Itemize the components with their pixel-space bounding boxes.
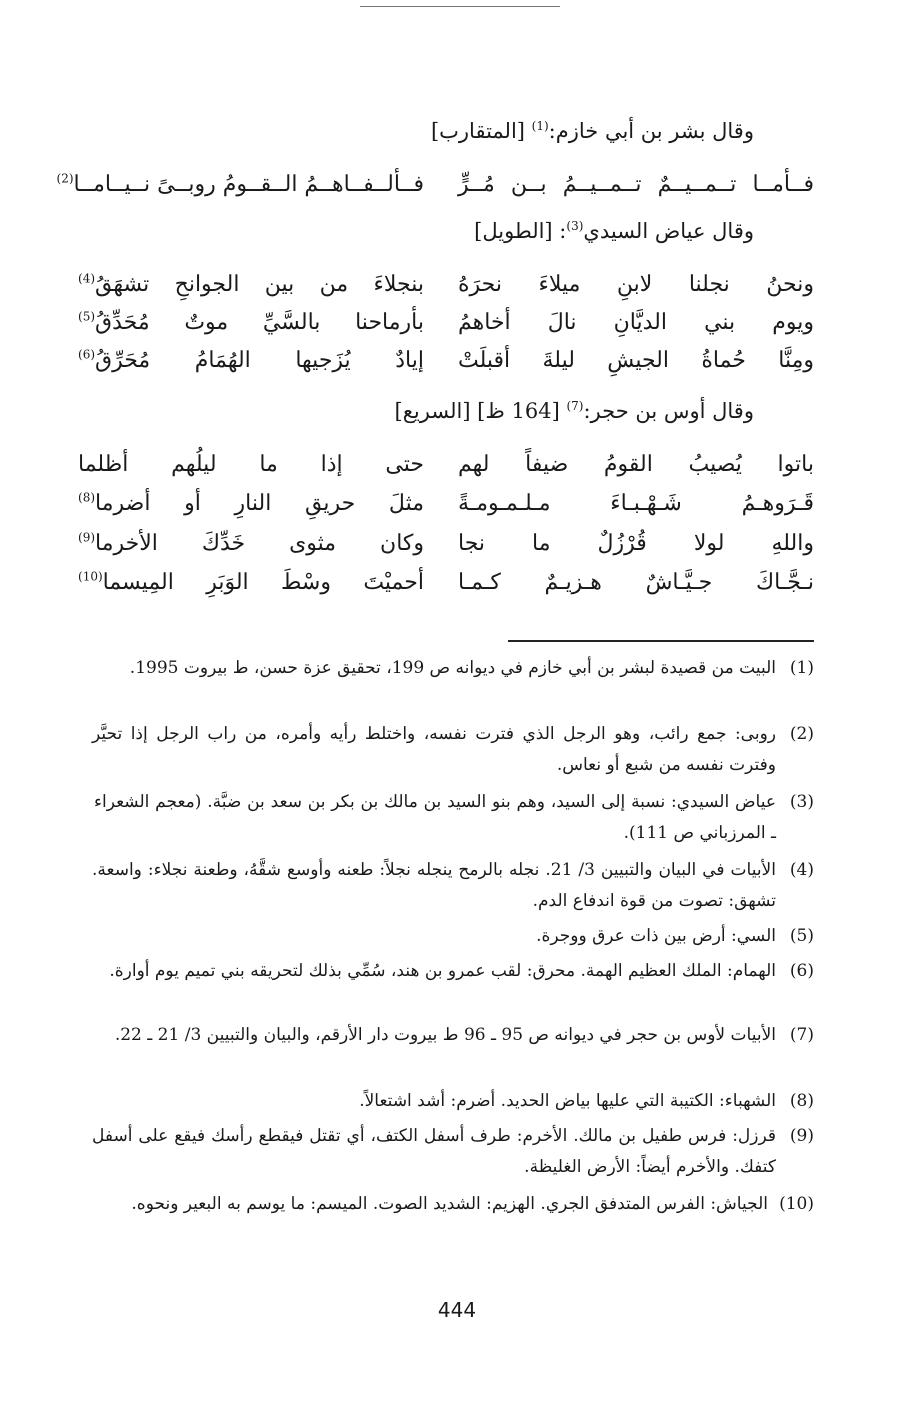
hemistich-first: ويوم بني الديَّانِ نالَ أخاهمُ (458, 310, 814, 335)
meter-label: [164 ظ] [السريع] (394, 399, 560, 423)
footnote-ref[interactable]: (2) (56, 171, 74, 186)
verse-line (78, 566, 814, 600)
footnote-ref[interactable]: (6) (78, 347, 96, 362)
intro-text: وقال بشر بن أبي خازم: (548, 119, 754, 143)
intro-text: وقال أوس بن حجر: (583, 399, 754, 423)
top-rule (360, 6, 560, 7)
footnote-ref[interactable]: (5) (78, 309, 96, 324)
footnote-text: الهمام: الملك العظيم الهمة. محرق: لقب عمرو بن هند، سُمِّي بذلك لتحريقه بني تميم يوم أوارة. (109, 961, 776, 981)
footnote-ref[interactable]: (9) (78, 530, 96, 545)
footnote-ref[interactable]: (8) (78, 490, 96, 505)
intro-text: وقال عياض السيدي (583, 219, 754, 243)
footnote-text: الأبيات لأوس بن حجر في ديوانه ص 95 ـ 96 ط بيروت دار الأرقم، والبيان والتبيين 3/ 21 ـ 22. (114, 1025, 776, 1045)
footnote-text: الشهباء: الكتيبة التي عليها بياض الحديد. أضرم: أشد اشتعالاً. (359, 1091, 776, 1111)
footnote-number: (7) (789, 1025, 814, 1045)
footnote-ref[interactable]: (7) (566, 399, 584, 413)
footnote-item (92, 1086, 814, 1117)
footnote-number: (9) (789, 1126, 814, 1146)
poem-intro (431, 116, 754, 146)
footnote-text: الأبيات في البيان والتبيين 3/ 21. نجله بالرمح ينجله نجلاً: طعنه وأوسع شقَّهُ، وطعنة نجلاء: واسعة. تشهق: تصوت من قوة اندفاع الدم. (92, 860, 776, 911)
footnote-item (92, 719, 814, 781)
verse-line (78, 487, 814, 521)
hemistich-second: مثلَ حريقِ النارِ أو أضرما$^{(8)}$ (78, 490, 424, 516)
footnote-item (92, 1121, 814, 1183)
verse-line (56, 168, 814, 202)
footnote-number: (5) (789, 926, 814, 946)
footnote-item (92, 1020, 814, 1051)
hemistich-first: ونحنُ نجلنا لابنِ ميلاءَ نحرَهُ (458, 272, 814, 297)
footnote-item (92, 855, 814, 917)
hemistich-second: إيادٌ يُزَجيها الهُمَامُ مُحَرِّقُ$^{(6)}$ (78, 347, 424, 373)
footnote-number: (2) (789, 724, 814, 744)
hemistich-first: باتوا يُصيبُ القومُ ضيفاً لهم (458, 452, 814, 477)
hemistich-first: نـجَّـاكَ جـيَّـاشٌ هـزيـمٌ كـمـا (458, 570, 814, 595)
footnote-number: (3) (789, 792, 814, 812)
footnote-ref[interactable]: (10) (78, 569, 103, 584)
footnote-number: (1) (789, 658, 814, 678)
verse-line (78, 306, 814, 340)
footnote-number: (6) (789, 961, 814, 981)
hemistich-first: قَـرَوهـمُ شَـهْـبـاءَ مـلـمـومـةً (458, 491, 814, 516)
footnote-item (92, 921, 814, 952)
verse-line (78, 344, 814, 378)
hemistich-second: أحميْتَ وسْطَ الوَبَرِ المِيسما$^{(10)}$ (78, 569, 424, 595)
meter-label: [المتقارب] (430, 119, 525, 143)
footnote-number: (8) (789, 1091, 814, 1111)
hemistich-second: حتى إذا ما ليلُهم أظلما (78, 452, 424, 477)
footnote-text: قرزل: فرس طفيل بن مالك. الأخرم: طرف أسفل الكتف، أي تقتل فيقطع رأسك فيقع على أسفل كتفك. والأخرم أيضاً: الأرض الغليظة. (92, 1126, 776, 1177)
hemistich-second: وكان مثوى خَدِّكَ الأخرما$^{(9)}$ (78, 530, 424, 556)
footnote-ref[interactable]: (4) (78, 271, 96, 286)
poem-intro (395, 396, 754, 426)
hemistich-first: واللهِ لولا قُرْزُلٌ ما نجا (458, 531, 814, 556)
hemistich-second: بأرماحنا بالسَّيِّ موتٌ مُحَدِّقُ$^{(5)}$ (78, 309, 424, 335)
footnote-ref[interactable]: (1) (531, 119, 549, 133)
footnote-text: عياض السيدي: نسبة إلى السيد، وهم بنو السيد بن مالك بن بكر بن سعد بن ضبَّة. (معجم الشعراء ـ المرزباني ص 111). (94, 792, 776, 843)
footnote-item (94, 787, 814, 849)
hemistich-second: بنجلاءَ من بين الجوانحِ تشهَقُ$^{(4)}$ (78, 271, 424, 297)
footnote-text: البيت من قصيدة لبشر بن أبي خازم في ديوانه ص 199، تحقيق عزة حسن، ط بيروت 1995. (129, 658, 776, 678)
verse-line (78, 448, 814, 482)
footnote-number: (4) (789, 860, 814, 880)
footnote-text: السي: أرض بين ذات عرق ووجرة. (536, 926, 776, 946)
hemistich-second: فــألــفــاهــمُ الــقــومُ روبــىً نــيــامــا$^{(2)}$ (56, 171, 424, 197)
meter-label: : [الطويل] (474, 219, 567, 243)
verse-line (78, 268, 814, 302)
footnote-text: الجياش: الفرس المتدفق الجري. الهزيم: الشديد الصوت. الميسم: ما يوسم به البعير ونحوه. (131, 1194, 768, 1214)
footnote-number: (10) (779, 1194, 814, 1214)
footnote-item (92, 653, 814, 684)
footnote-item (92, 1189, 814, 1220)
poem-intro (474, 216, 754, 246)
hemistich-first: ومِنَّا حُماةُ الجيشِ ليلةَ أقبلَتْ (458, 348, 814, 373)
hemistich-first: فــأمــا تــمــيــمٌ تــمــيــمُ بــن مُــرٍّ (458, 172, 814, 197)
page-number: 444 (437, 1298, 477, 1322)
footnote-item (92, 956, 814, 987)
footnote-ref[interactable]: (3) (566, 219, 584, 233)
footnote-text: روبى: جمع رائب، وهو الرجل الذي فترت نفسه، واختلط رأيه وأمره، من راب الرجل إذا تحيَّر وفترت نفسه من شبع أو نعاس. (92, 724, 776, 775)
footnote-separator (508, 640, 814, 642)
verse-line (78, 527, 814, 561)
